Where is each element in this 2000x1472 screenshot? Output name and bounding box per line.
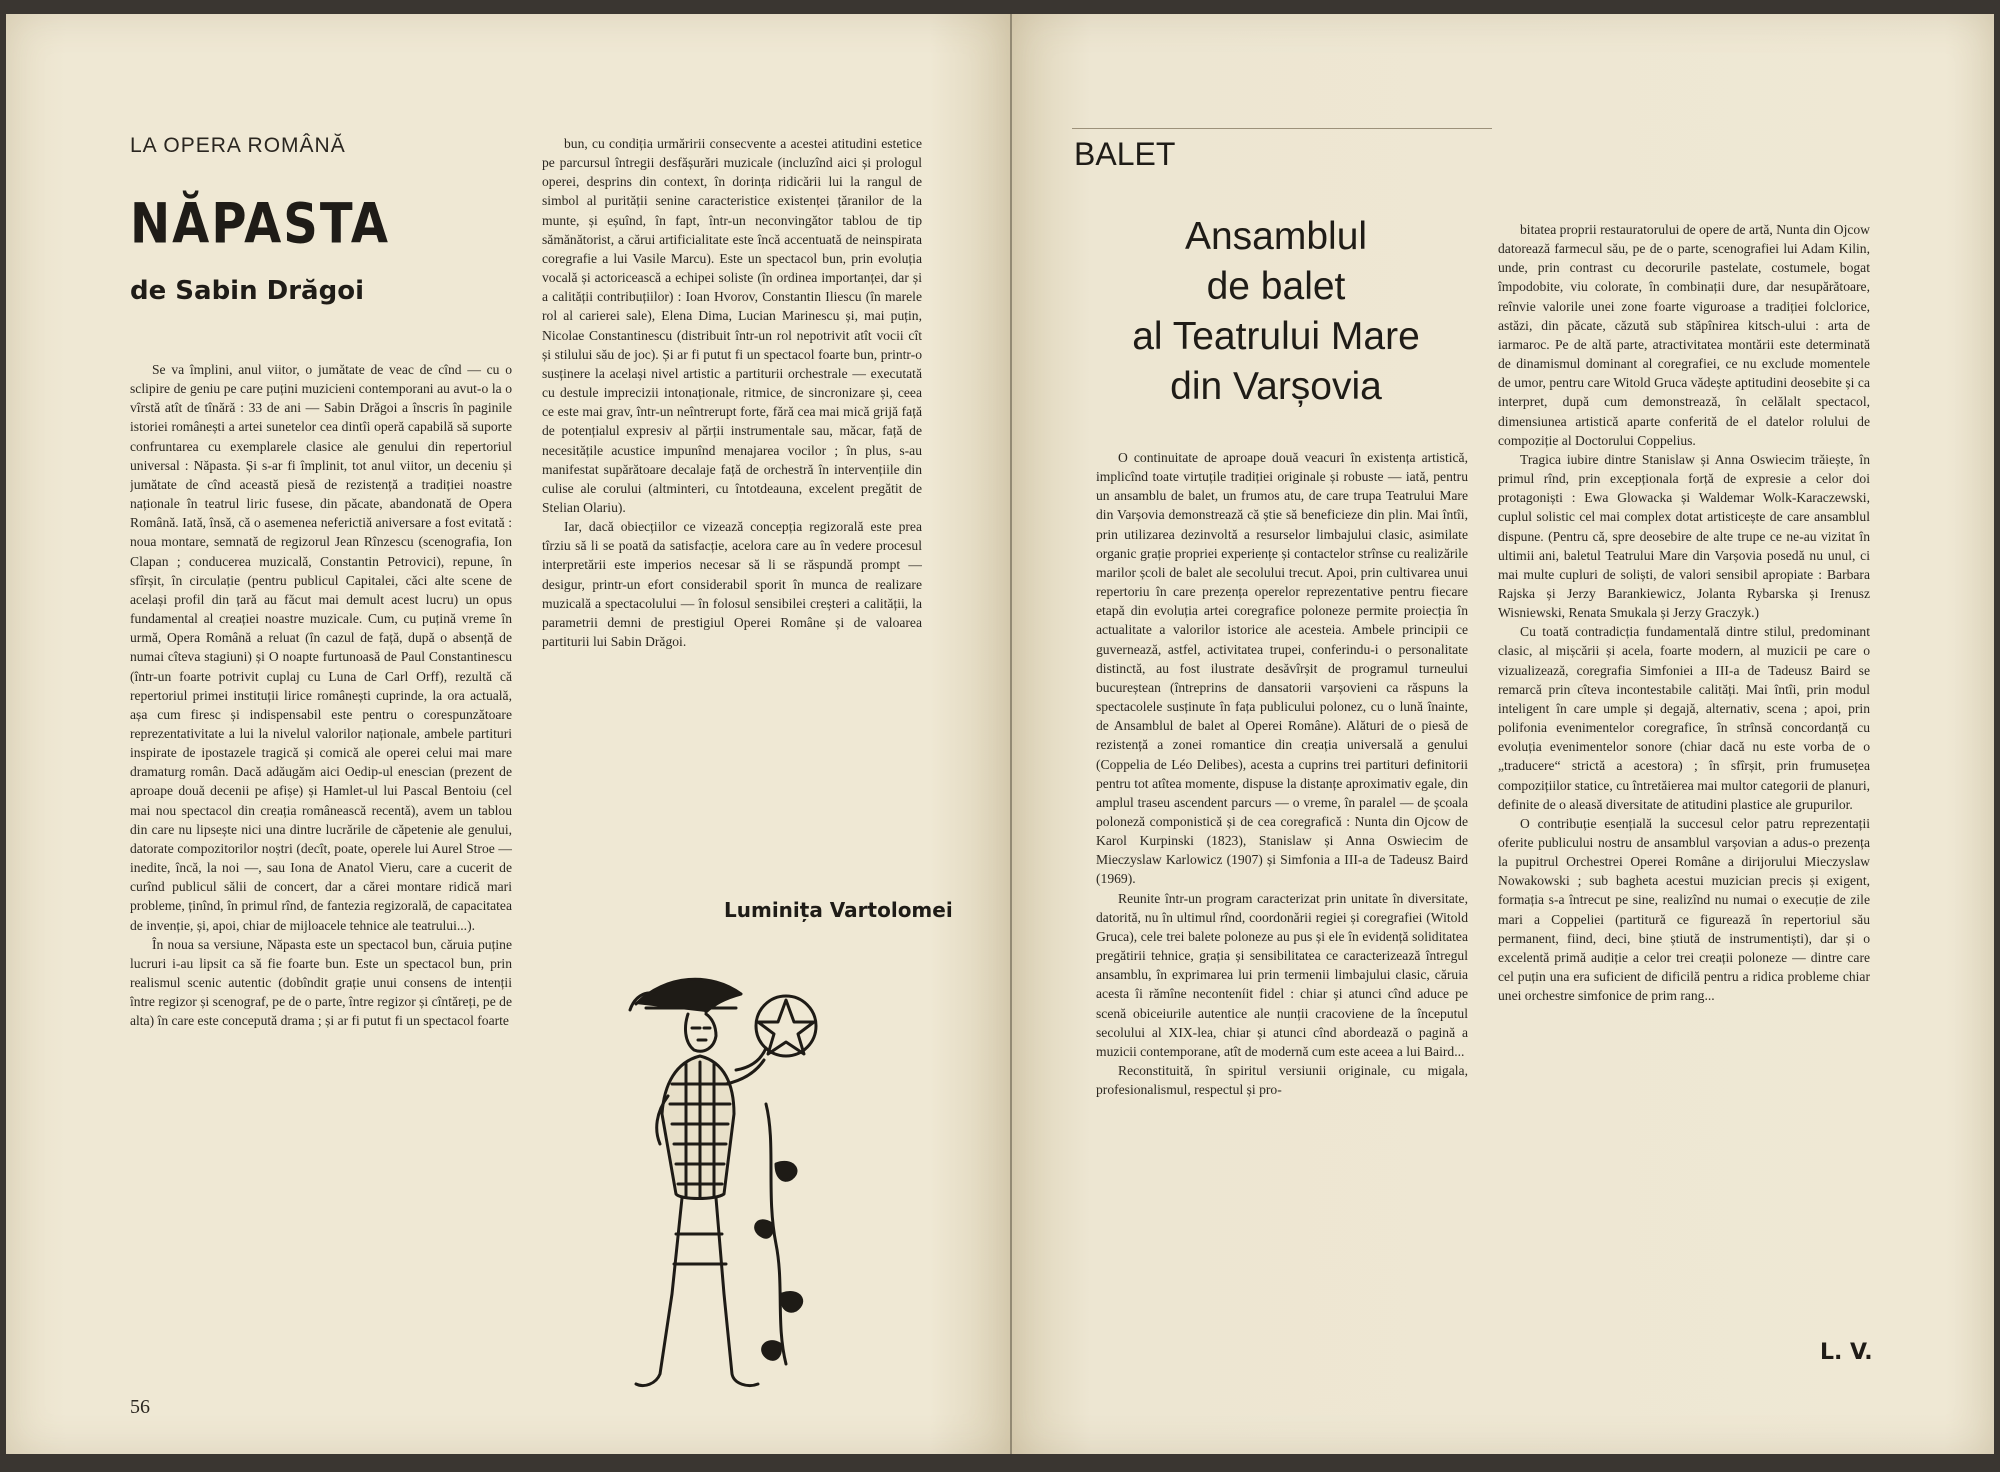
feature-title xyxy=(1076,212,1476,412)
paragraph: Se va împlini, anul viitor, o jumătate de veac de cînd — cu o sclipire de geniu pe care puțini muzicieni contemporani au avut-o la o vîrstă atît de tînără : 33 de ani — Sabin Drăgoi a înscris în paginile istoriei românești a artei sunetelor cea dintîi operă capabilă să suporte confruntarea cu exemplarele clasice ale genului din repertoriul universal : Năpasta. Și s-ar fi împlinit, tot anul viitor, un deceniu și jumătate de cînd această piesă de rezistență a tradiției noastre naționale în teatrul liric fusese, din păcate, abandonată de Opera Română. Iată, însă, că o asemenea neferictiă aniversare a fost evitată : noua montare, semnată de regizorul Jean Rînzescu (scenografia, Ion Clapan ; conducerea muzicală, Constantin Petrovici), repune, în sfîrșit, în circulație (pentru publicul Capitalei, căci alte scene de același profil din țară au făcut mai demult acest lucru) un opus fundamental al creației noastre muzicale. Cum, cu puțină vreme în urmă, Opera Română a reluat (în cazul de față, după o absență de numai cîteva stagiuni) și O noapte furtunoasă de Paul Constantinescu (într-un foarte potrivit cuplaj cu Luna de Carl Orff), rezultă că repertoriul primei instituții lirice românești cuprinde, la ora actuală, așa cum firesc și indispensabil este pentru o corespunzătoare reprezentativitate a lui la nivelul valorilor naționale, ambele partituri inspirate de ipostazele tragică și comică ale operei celui mai mare dramaturg român. Dacă adăugăm aici Oedip-ul enescian (prezent de aproape două decenii pe afișe) și Hamlet-ul lui Pascal Bentoiu (cel mai nou spectacol din creația românească recentă), avem un tablou din care nu lipsește nici una dintre lucrările de căpetenie ale genului, datorate compozitorilor noștri (decît, poate, operele lui Aurel Stroe — inedite, încă, la noi —, sau Iona de Anatol Vieru, care a cucerit de curînd publicul sălii de concert, dar a cărei montare ridică mari probleme, ținînd, în primul rînd, de fantezia regizorală, de capacitatea de invenție, și, apoi, chiar de mijloacele tehnice ale teatrului...). xyxy=(130,362,512,933)
section-rule xyxy=(1072,128,1492,129)
feature-title-line: al Teatrului Mare xyxy=(1132,315,1420,358)
paragraph: O contribuție esențială la succesul celor patru reprezentații oferite publicului nostru de ansamblul varșovian a adus-o prezența la pupitrul Orchestrei Operei Române a dirijorului Mieczyslaw Nowakowski ; sub bagheta acestui muzician precis și exigent, formația s-a întrecut pe sine, realizînd nu numai o execuție de zile mari a Coppeliei (partitură ce figurează în repertoriul său permanent, fiind, deci, bine știută de instrumentiști), dar și o excelentă primă audiție a celor trei creații poloneze — dintre care cel puțin una era suficient de dificilă pentru a ridica probleme chiar unei orchestre simfonice de prim rang... xyxy=(1498,815,1870,1004)
left-page xyxy=(6,14,1010,1454)
paragraph: În noua sa versiune, Năpasta este un spectacol bun, căruia puține lucruri i-au lipsit ca să fie foarte bun. Este un spectacol bun, prin realismul scenic autentic (dobîndit grație unui consens de intenții între regizor și scenograf, pe de o parte, între regizor și cîntăreți, pe de alta) în care este concepută drama ; și ar fi putut fi un spectacol foarte xyxy=(130,936,512,1029)
article-author: de Sabin Drăgoi xyxy=(130,276,364,306)
paragraph: bun, cu condiția urmăririi consecvente a acestei atitudini estetice pe parcursul întregii desfășurări muzicale (incluzînd aici și prologul operei, desprins din context, în dorința ridicării lui la rangul de simbol al purității senine caracteristice existenței țăranilor de la munte, și eșuînd, în fapt, într-un neconvingător tablou de tip sămănătorist, a cărui artificialitate este încă accentuată de neinspirata coregrafie a lui Vasile Marcu). Este un spectacol bun, prin evoluția vocală și actoricească a echipei soliste (în ordinea importanței, dar și a calității contribuțiilor) : Ioan Hvorov, Constantin Iliescu (în marele rol al carierei sale), Elena Dima, Lucian Marinescu și, mai puțin, Nicolae Constantinescu (distribuit într-un rol nepotrivit atît vocii cît și stilului său de joc). Și ar fi putut fi un spectacol foarte bun, printr-o susținere la același nivel artistic a partiturii orchestrale — executată cu destule imprecizii intonaționale, ritmice, de sincronizare și, ceea ce este mai grav, într-un neîntrerupt forte, fără cea mai mică grijă față de potențialul expresiv al părții instrumentale sau, măcar, față de necesitățile acustice impunînd menajarea vocilor ; în plus, s-au manifestat supărătoare decalaje față de orchestră în intervențiile din culise ale corului (altminteri, cu întotdeauna, excelent pregătit de Stelian Olariu). xyxy=(542,136,922,515)
feature-title-line: din Varșovia xyxy=(1170,365,1382,408)
paragraph: Iar, dacă obiecțiilor ce vizează concepția regizorală este prea tîrziu să li se poată da satisfacție, acelora care au în vedere procesul interpretării este imperios necesar să li se răspundă prompt — desigur, printr-un efort considerabil sporit în munca de realizare muzicală a spectacolului — în folosul sensibilei creșteri a calității, la parametrii demni de prestigiul Operei Române și de valoarea partiturii lui Sabin Drăgoi. xyxy=(542,519,922,650)
left-column-2 xyxy=(542,134,922,904)
paragraph: Tragica iubire dintre Stanislaw și Anna Oswiecim trăiește, în primul rînd, prin excepționala forță de expresie a celor doi protagoniști : Ewa Glowacka și Waldemar Wolk-Karaczewski, cuplul solistic cel mai complex dotat artisticește de care ansamblul dispune. (Pentru că, spre deosebire de alte trupe ce ne-au vizitat în ultimii ani, baletul Teatrului Mare din Varșovia posedă nu unul, ci mai multe cupluri de soliști, de valori sensibil apropiate : Barbara Rajska și Jerzy Barankiewicz, Jolanta Rybarska și Irenusz Wisniewski, Renata Smukala și Jerzy Graczyk.) xyxy=(1498,451,1870,621)
author-initials: L. V. xyxy=(1820,1340,1873,1365)
left-column-1 xyxy=(130,360,512,1410)
feature-title-line: de balet xyxy=(1206,265,1346,308)
paragraph: bitatea proprii restauratorului de opere de artă, Nunta din Ojcow datorează farmecul său, pe de o parte, scenografiei lui Adam Kilin, unde, prin contrast cu decorurile pastelate, costumele, bogat împodobite, viu colorate, în combinații dure, dar nesupărătoare, reînvie valorile unei zone foarte viguroase a tradiției folclorice, astăzi, din păcate, căzută sub stăpînirea kitsch-ului : arta de iarmaroc. Pe de altă parte, atractivitatea montării este determinată de dinamismul dominant al coregrafiei, ce nu exclude momentele de umor, pentru care Witold Gruca vădește aptitudini deosebite și ca interpret, după cum demonstrează, în celălalt spectacol, dimensiunea artistică aparte conferită de el datelor rolului de compoziție al Doctorului Coppelius. xyxy=(1498,222,1870,448)
section-label: BALET xyxy=(1074,136,1176,172)
author-signature: Luminița Vartolomei xyxy=(724,898,953,922)
paragraph: O continuitate de aproape două veacuri în existența artistică, implicînd toate virtuțile tradiției originale și robuste — iată, pentru un ansamblu de balet, un frumos atu, de care trupa Teatrului Mare din Varșovia demonstrează că știe să beneficieze din plin. Mai întîi, prin utilizarea dezinvoltă a resurselor limbajului clasic, asimilate organic grație propriei experiențe și contactelor strînse cu realizările marilor școli de balet ale secolului trecut. Apoi, prin cultivarea unui repertoriu în care prezența operelor reprezentative pentru fiecare etapă din evoluția artei coregrafice poloneze permite proiecția în actualitate a valorilor istorice ale acesteia. Ambele principii ce guvernează, astfel, activitatea trupei, conferindu-i o personalitate distinctă, au fost ilustrate desăvîrșit de programul turneului bucureștean (întreprins de dansatorii varșovieni ca răspuns la spectacolele susținute în fața publicului polonez, cu o lună înainte, de Ansamblul de balet al Operei Române). Alături de o piesă de rezistență a zonei romantice din creația universală a genului (Coppelia de Léo Delibes), acesta a cuprins trei partituri definitorii pentru tot atîtea momente, dispuse la distanțe aproximativ egale, din amplul traseu ascendent parcurs — o vreme, în paralel — de școala poloneză componistică și de cea coregrafică : Nunta din Ojcow de Karol Kurpinski (1823), Stanislaw și Anna Oswiecim de Mieczyslaw Karlowicz (1907) și Simfonia a III-a de Tadeusz Baird (1969). xyxy=(1096,450,1468,887)
paragraph: Reunite într-un program caracterizat prin unitate în diversitate, datorită, nu în ultimul rînd, coordonării regiei și coregrafiei (Witold Gruca), cele trei balete poloneze au pus și ele în evidență soliditatea pregătirii tehnice, grația și sensibilitatea ce caracterizează întregul ansamblu, în exprimarea lui prin termenii limbajului clasic, căruia acesta îi rămîne neconteníit fidel : chiar și atunci cînd aduce pe scenă obiceiurile autentice ale nunții cracoviene de la începutul secolului al XIX-lea, chiar și atunci cînd abordează o pagină a muzicii contemporane, atît de modernă cum este aceea a lui Baird... xyxy=(1096,890,1468,1059)
right-page xyxy=(1012,14,1994,1454)
right-column-2 xyxy=(1498,220,1870,1320)
paragraph: Reconstituită, în spiritul versiunii originale, cu migala, profesionalismul, respectul și pro- xyxy=(1096,1063,1468,1098)
page-number: 56 xyxy=(130,1396,150,1418)
paragraph: Cu toată contradicția fundamentală dintre stilul, predominant clasic, al mișcării și acela, foarte modern, al muzicii pe care o vizualizează, coregrafia Simfoniei a III-a de Tadeusz Baird se remarcă prin cîteva incontestabile calități. Mai întîi, prin modul inteligent în care umple și degajă, alternativ, scena ; apoi, prin polifonia evenimentelor coregrafice, în strînsă concordanță cu evoluția evenimentelor sonore (chiar dacă nu este vorba de o „traducere“ strictă a acestora) ; în sfîrșit, prin frumusețea compozițiilor statice, cu întretăierea mai multor categorii de planuri, definite de o aleasă diversitate de atitudini plastice ale grupurilor. xyxy=(1498,624,1870,812)
section-kicker: LA OPERA ROMÂNĂ xyxy=(130,134,346,157)
jester-woodcut-illustration xyxy=(616,964,826,1416)
article-title: NĂPASTA xyxy=(130,192,390,257)
right-column-1 xyxy=(1096,448,1468,1423)
feature-title-line: Ansamblul xyxy=(1184,215,1368,258)
